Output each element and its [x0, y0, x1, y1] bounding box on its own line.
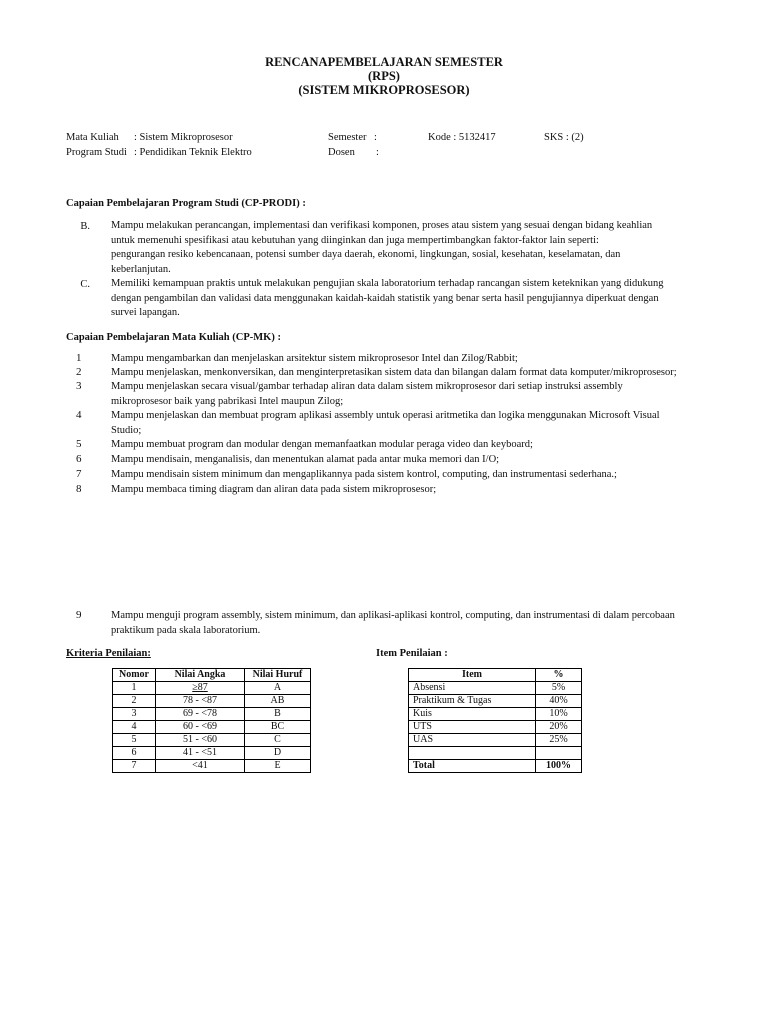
table-cell: B: [245, 708, 311, 721]
document-title-line-1: RENCANAPEMBELAJARAN SEMESTER: [265, 55, 503, 69]
table-cell: 41 - <51: [156, 747, 245, 760]
cp-mk-item: [111, 409, 703, 438]
table-row: [409, 682, 582, 695]
cp-mk-heading: Capaian Pembelajaran Mata Kuliah (CP-MK) :: [66, 332, 281, 343]
table-cell: [409, 747, 536, 760]
column-header: %: [536, 669, 582, 682]
cp-prodi-item: [111, 219, 703, 277]
cp-prodi-line: dengan pengambilan dan validasi data menggunakan kaidah-kaidah statistik yang benar serta hasil pengujiannya diperkuat dengan: [111, 292, 659, 304]
table-row: [409, 747, 582, 760]
cp-mk-line: Studio;: [111, 424, 142, 436]
cp-prodi-item: [111, 277, 703, 321]
table-row: [409, 695, 582, 708]
table-row: [113, 721, 311, 734]
cp-mk-item: [111, 609, 703, 638]
cp-mk-item: [111, 366, 703, 381]
table-cell: [536, 747, 582, 760]
table-cell: UTS: [409, 721, 536, 734]
cp-prodi-marker: C.: [80, 279, 90, 290]
cp-mk-item: [111, 438, 703, 453]
cp-mk-number: 1: [76, 352, 82, 364]
semester-label: Semester: [328, 132, 367, 143]
cp-mk-line: Mampu mendisain sistem minimum dan mengaplikannya pada sistem kontrol, computing, dan instrumentasi sederhana.;: [111, 469, 617, 480]
cp-mk-line: Mampu menjelaskan secara visual/gambar terhadap aliran data dalam sistem mikroprosesor dari setiap instruksi assembly: [111, 381, 623, 392]
mata-kuliah-value: : Sistem Mikroprosesor: [134, 132, 233, 143]
cp-mk-number: 9: [76, 609, 82, 621]
table-cell: 20%: [536, 721, 582, 734]
table-cell: Absensi: [409, 682, 536, 695]
cp-mk-number: 8: [76, 483, 82, 495]
table-cell: Kuis: [409, 708, 536, 721]
sks-text: SKS : (2): [544, 132, 584, 143]
cp-mk-item: [111, 380, 703, 409]
table-row: [113, 760, 311, 773]
cp-mk-item: [111, 453, 703, 468]
table-row: [113, 734, 311, 747]
total-value: 100%: [536, 760, 582, 773]
table-cell: 51 - <60: [156, 734, 245, 747]
document-title-line-2: (RPS): [368, 69, 400, 83]
cp-prodi-line: Memiliki kemampuan praktis untuk melakukan pengujian skala laboratorium terhadap rancangan sistem keteknikan yang didukung: [111, 278, 664, 289]
cp-prodi-heading: Capaian Pembelajaran Program Studi (CP-PRODI) :: [66, 198, 306, 209]
cp-mk-line: mikroprosesor baik yang pabrikasi Intel maupun Zilog;: [111, 395, 344, 407]
table-cell: 6: [113, 747, 156, 760]
cp-prodi-line: pengurangan resiko kebencanaan, potensi sumber daya daerah, ekonomi, lingkungan, sosial, kesehatan, keselamatan, dan: [111, 249, 621, 260]
cp-mk-line: Mampu membuat program dan modular dengan memanfaatkan modular peraga video dan keyboard;: [111, 439, 533, 450]
cp-mk-number: 5: [76, 438, 82, 450]
cp-prodi-line: survei lapangan.: [111, 307, 180, 318]
document-title-line-3: (SISTEM MIKROPROSESOR): [298, 83, 470, 97]
table-row: [113, 747, 311, 760]
cp-mk-line: Mampu menjelaskan, menkonversikan, dan menginterpretasikan sistem data dan bilangan dalam format data komputer/mikroprosesor;: [111, 367, 677, 378]
table-header-row: [113, 669, 311, 682]
table-row: [409, 721, 582, 734]
cp-prodi-line: keberlanjutan.: [111, 263, 171, 275]
dosen-label: Dosen: [328, 147, 355, 158]
table-cell: E: [245, 760, 311, 773]
table-cell: 69 - <78: [156, 708, 245, 721]
cp-mk-number: 2: [76, 366, 82, 378]
table-cell: 5%: [536, 682, 582, 695]
table-header-row: [409, 669, 582, 682]
table-cell: 7: [113, 760, 156, 773]
cp-mk-number: 7: [76, 468, 82, 480]
table-cell-text: ≥87: [192, 682, 208, 693]
table-cell: 3: [113, 708, 156, 721]
table-cell: 78 - <87: [156, 695, 245, 708]
cp-mk-line: Mampu mengambarkan dan menjelaskan arsitektur sistem mikroprosesor Intel dan Zilog/Rabbit;: [111, 353, 518, 364]
table-cell: <41: [156, 760, 245, 773]
table-total-row: [409, 760, 582, 773]
program-studi-value: : Pendidikan Teknik Elektro: [134, 147, 252, 158]
kode-text: Kode : 5132417: [428, 132, 496, 143]
table-cell: A: [245, 682, 311, 695]
cp-mk-number: 3: [76, 380, 82, 392]
table-cell: BC: [245, 721, 311, 734]
semester-value: :: [374, 132, 377, 143]
table-cell: 40%: [536, 695, 582, 708]
mata-kuliah-label: Mata Kuliah: [66, 132, 119, 143]
cp-mk-line: Mampu menjelaskan dan membuat program aplikasi assembly untuk operasi aritmetika dan logika menggunakan Microsoft Visual: [111, 410, 660, 421]
table-row: [113, 682, 311, 695]
table-row: [113, 695, 311, 708]
table-cell: C: [245, 734, 311, 747]
cp-mk-number: 6: [76, 453, 82, 465]
table-cell: AB: [245, 695, 311, 708]
table-cell: 4: [113, 721, 156, 734]
cp-prodi-line: untuk memenuhi spesifikasi atau kebutuhan yang diinginkan dan juga mempertimbangkan faktor-faktor lain seperti:: [111, 234, 599, 246]
table-cell: Praktikum & Tugas: [409, 695, 536, 708]
table-cell: D: [245, 747, 311, 760]
column-header: Nomor: [113, 669, 156, 682]
table-row: [409, 734, 582, 747]
kriteria-penilaian-heading: Kriteria Penilaian:: [66, 648, 151, 659]
cp-mk-item: [111, 352, 703, 367]
table-cell: 2: [113, 695, 156, 708]
cp-prodi-marker: B.: [80, 221, 90, 232]
program-studi-label: Program Studi: [66, 147, 127, 158]
cp-mk-number: 4: [76, 409, 82, 421]
table-cell: 60 - <69: [156, 721, 245, 734]
total-label: Total: [409, 760, 536, 773]
cp-mk-item: [111, 468, 703, 483]
item-penilaian-table: [408, 668, 582, 773]
cp-prodi-line: Mampu melakukan perancangan, implementasi dan verifikasi komponen, proses atau sistem yang sesuai dengan bidang keahlian: [111, 220, 653, 231]
cp-mk-line: Mampu mendisain, menganalisis, dan menentukan alamat pada antar muka memori dan I/O;: [111, 454, 500, 465]
table-cell: 25%: [536, 734, 582, 747]
cp-mk-line: Mampu membaca timing diagram dan aliran data pada sistem mikroprosesor;: [111, 484, 437, 495]
table-cell: [156, 682, 245, 695]
column-header: Nilai Angka: [156, 669, 245, 682]
table-cell: 10%: [536, 708, 582, 721]
column-header: Nilai Huruf: [245, 669, 311, 682]
cp-mk-item: [111, 483, 703, 498]
item-penilaian-heading: Item Penilaian :: [376, 648, 448, 659]
column-header: Item: [409, 669, 536, 682]
cp-mk-line: Mampu menguji program assembly, sistem minimum, dan aplikasi-aplikasi kontrol, computing, dan instrumentasi di dalam percobaan: [111, 610, 675, 621]
cp-mk-line: praktikum pada skala laboratorium.: [111, 624, 261, 636]
dosen-value: :: [376, 147, 379, 158]
table-row: [409, 708, 582, 721]
table-cell: 1: [113, 682, 156, 695]
kriteria-penilaian-table: [112, 668, 311, 773]
table-row: [113, 708, 311, 721]
table-cell: UAS: [409, 734, 536, 747]
table-cell: 5: [113, 734, 156, 747]
